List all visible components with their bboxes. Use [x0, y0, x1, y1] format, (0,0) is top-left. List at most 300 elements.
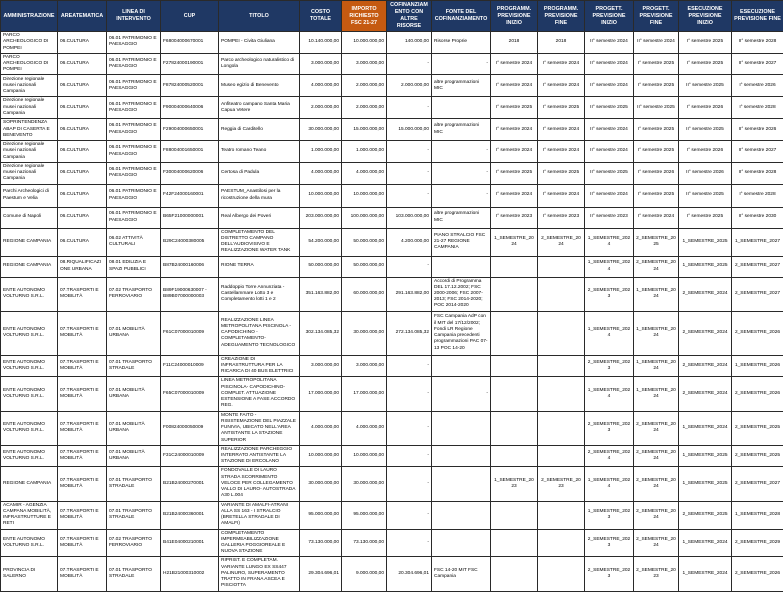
- cell-esecuzione-previsione-inizio: 2_SEMESTRE_2024: [679, 377, 732, 411]
- cell-cup: F42F24000160001: [161, 184, 219, 207]
- cell-programm-previsione-fine: I° semestre 2025: [538, 162, 585, 184]
- cell-titolo: MONTE FAITO - RISISTEMAZIONE DEL PIAZZALE FUNIVIA, UBICATO NELL'AREA ANTISTANTE LA STAZIONE SUPERIOR: [219, 411, 300, 445]
- cell-titolo: Certosa di Padula: [219, 162, 300, 184]
- cell-esecuzione-previsione-inizio: 1_SEMESTRE_2024: [679, 557, 732, 591]
- cell-programm-previsione-fine: [538, 411, 585, 445]
- cell-progett-previsione-inizio: 2_SEMESTRE_2023: [585, 411, 634, 445]
- cell-esecuzione-previsione-inizio: I° semestre 2025: [679, 53, 732, 75]
- cell-esecuzione-previsione-inizio: I° semestre 2025: [679, 207, 732, 228]
- cell-programm-previsione-inizio: [491, 355, 538, 377]
- cell-fonte-del-cofinanziamento: [432, 411, 491, 445]
- cell-cup: B29C24000380005: [161, 228, 219, 256]
- cell-titolo: COMPLETAMENTO IMPERMEABILIZZAZIONE GALLERIA POGGIOREALE E NUOVA STAZIONE: [219, 529, 300, 557]
- cell-amministrazione: ENTE AUTONOMO VOLTURNO S.R.L.: [1, 445, 58, 467]
- cell-cup: F00824000050009: [161, 411, 219, 445]
- cell-importo-richiesto-fsc-21-27: 17.000.000,00: [342, 377, 387, 411]
- table-row: [1, 311, 783, 355]
- cell-progett-previsione-fine: I° semestre 2025: [634, 53, 679, 75]
- cell-amministrazione: REGIONE CAMPANIA: [1, 256, 58, 277]
- cell-cofinanziamento-con-altre-risorse: -: [387, 529, 432, 557]
- cell-cup: F90004000640006: [161, 97, 219, 119]
- cell-esecuzione-previsione-inizio: 1_SEMESTRE_2025: [679, 445, 732, 467]
- col-header-progett-previsione-inizio: PROGETT. PREVISIONE INIZIO: [585, 1, 634, 32]
- cell-costo-totale: 73.130.000,00: [300, 529, 342, 557]
- cell-areatematica: 06.CULTURA: [58, 207, 107, 228]
- cell-importo-richiesto-fsc-21-27: 30.000.000,00: [342, 311, 387, 355]
- cell-titolo: RIPRIST. E COMPLETAM. VARIANTE LUNGO EX SS447 PALINURO, SUPERAMENTO TRATTO IN FRANA ASCEA E PISCIOTTA: [219, 557, 300, 591]
- cell-importo-richiesto-fsc-21-27: 30.000.000,00: [342, 467, 387, 501]
- cell-amministrazione: Direzione regionale musei nazionali Campania: [1, 75, 58, 97]
- col-header-programm-previsione-inizio: PROGRAMM. PREVISIONE INIZIO: [491, 1, 538, 32]
- cell-fonte-del-cofinanziamento: -: [432, 377, 491, 411]
- cell-progett-previsione-fine: 2_SEMESTRE_2023: [634, 557, 679, 591]
- cell-esecuzione-previsione-inizio: II° semestre 2026: [679, 162, 732, 184]
- cell-areatematica: 06.CULTURA: [58, 32, 107, 54]
- cell-costo-totale: 302.134.085,32: [300, 311, 342, 355]
- cell-programm-previsione-inizio: I° semestre 2024: [491, 119, 538, 141]
- cell-esecuzione-previsione-fine: I° semestre 2028: [732, 184, 783, 207]
- cell-progett-previsione-inizio: II° semestre 2024: [585, 184, 634, 207]
- cell-areatematica: 07.TRASPORTI E MOBILITÀ: [58, 355, 107, 377]
- cell-esecuzione-previsione-fine: 2_SEMESTRE_2026: [732, 557, 783, 591]
- cell-programm-previsione-fine: I° semestre 2024: [538, 141, 585, 163]
- cell-costo-totale: 4.000.000,00: [300, 162, 342, 184]
- table-row: [1, 97, 783, 119]
- cell-areatematica: 06.CULTURA: [58, 119, 107, 141]
- cell-cofinanziamento-con-altre-risorse: -: [387, 411, 432, 445]
- cell-amministrazione: ENTE AUTONOMO VOLTURNO S.R.L.: [1, 311, 58, 355]
- cell-importo-richiesto-fsc-21-27: 10.000.000,00: [342, 32, 387, 54]
- cell-fonte-del-cofinanziamento: -: [432, 53, 491, 75]
- cell-cofinanziamento-con-altre-risorse: 15.000.000,00: [387, 119, 432, 141]
- cell-esecuzione-previsione-inizio: 2_SEMESTRE_2024: [679, 355, 732, 377]
- cell-cup: F31C24000010009: [161, 445, 219, 467]
- cell-progett-previsione-inizio: II° semestre 2024: [585, 75, 634, 97]
- cell-cup: B89F19000630007 - B89B07000000003: [161, 277, 219, 311]
- table-row: [1, 445, 783, 467]
- table-row: [1, 557, 783, 591]
- cell-areatematica: 07.TRASPORTI E MOBILITÀ: [58, 411, 107, 445]
- cell-amministrazione: ENTE AUTONOMO VOLTURNO S.R.L.: [1, 355, 58, 377]
- col-header-costo-totale: COSTO TOTALE: [300, 1, 342, 32]
- cell-linea-di-intervento: 07.01 TRASPORTO STRADALE: [107, 557, 161, 591]
- cell-cofinanziamento-con-altre-risorse: 20.304.696,01: [387, 557, 432, 591]
- cell-esecuzione-previsione-inizio: 1_SEMESTRE_2025: [679, 256, 732, 277]
- cell-programm-previsione-fine: I° semestre 2024: [538, 119, 585, 141]
- cell-cofinanziamento-con-altre-risorse: -: [387, 256, 432, 277]
- cell-areatematica: 07.TRASPORTI E MOBILITÀ: [58, 445, 107, 467]
- cell-costo-totale: 203.000.000,00: [300, 207, 342, 228]
- cell-costo-totale: 351.163.882,00: [300, 277, 342, 311]
- cell-programm-previsione-fine: I° semestre 2024: [538, 75, 585, 97]
- cell-esecuzione-previsione-fine: 1_SEMESTRE_2028: [732, 501, 783, 529]
- cell-progett-previsione-fine: 1_SEMESTRE_2024: [634, 311, 679, 355]
- cell-esecuzione-previsione-fine: 1_SEMESTRE_2027: [732, 228, 783, 256]
- cell-areatematica: 07.TRASPORTI E MOBILITÀ: [58, 557, 107, 591]
- cell-titolo: REALIZZAZIONE PARCHEGGIO INTERRATO ANTISTANTE LA STAZIONE DI ERCOLANO: [219, 445, 300, 467]
- cell-progett-previsione-fine: 2_SEMESTRE_2024: [634, 256, 679, 277]
- cell-costo-totale: 30.000.000,00: [300, 119, 342, 141]
- col-header-cup: CUP: [161, 1, 219, 32]
- cell-amministrazione: Direzione regionale musei nazionali Campania: [1, 162, 58, 184]
- cell-programm-previsione-fine: I° semestre 2024: [538, 53, 585, 75]
- cell-programm-previsione-fine: I° semestre 2024: [538, 184, 585, 207]
- cell-programm-previsione-inizio: [491, 256, 538, 277]
- col-header-fonte-del-cofinanziamento: FONTE DEL COFINANZIAMENTO: [432, 1, 491, 32]
- cell-programm-previsione-inizio: [491, 501, 538, 529]
- cell-cofinanziamento-con-altre-risorse: -: [387, 162, 432, 184]
- cell-esecuzione-previsione-fine: II° semestre 2027: [732, 53, 783, 75]
- cell-cofinanziamento-con-altre-risorse: 140.000,00: [387, 32, 432, 54]
- cell-areatematica: 08.RIQUALIFICAZIONE URBANA: [58, 256, 107, 277]
- cell-cofinanziamento-con-altre-risorse: -: [387, 501, 432, 529]
- cell-titolo: PAESTUM_Anastilosi per la ricostruzione della mura: [219, 184, 300, 207]
- cell-programm-previsione-inizio: I° semestre 2024: [491, 184, 538, 207]
- cell-importo-richiesto-fsc-21-27: 2.000.000,00: [342, 97, 387, 119]
- cell-programm-previsione-fine: I° semestre 2025: [538, 97, 585, 119]
- cell-programm-previsione-fine: 2_SEMESTRE_2024: [538, 228, 585, 256]
- cell-linea-di-intervento: 06.01 PATRIMONIO E PAESAGGIO: [107, 75, 161, 97]
- cell-esecuzione-previsione-fine: II° semestre 2028: [732, 162, 783, 184]
- cell-cup: F68004000670001: [161, 32, 219, 54]
- cell-titolo: Museo egizio di Benevento: [219, 75, 300, 97]
- cell-esecuzione-previsione-inizio: I° semestre 2026: [679, 97, 732, 119]
- cell-areatematica: 06.CULTURA: [58, 228, 107, 256]
- cell-programm-previsione-fine: [538, 377, 585, 411]
- cell-titolo: Teatro romano Teano: [219, 141, 300, 163]
- cell-programm-previsione-inizio: I° semestre 2024: [491, 75, 538, 97]
- cell-amministrazione: Comune di Napoli: [1, 207, 58, 228]
- cell-cofinanziamento-con-altre-risorse: 291.163.882,00: [387, 277, 432, 311]
- cell-fonte-del-cofinanziamento: -: [432, 162, 491, 184]
- cell-esecuzione-previsione-fine: II° semestre 2027: [732, 141, 783, 163]
- cell-areatematica: 06.CULTURA: [58, 184, 107, 207]
- cell-progett-previsione-inizio: 2_SEMESTRE_2023: [585, 277, 634, 311]
- cell-programm-previsione-inizio: I° semestre 2025: [491, 97, 538, 119]
- cell-costo-totale: 2.000.000,00: [300, 97, 342, 119]
- cell-progett-previsione-fine: 1_SEMESTRE_2024: [634, 277, 679, 311]
- cell-cofinanziamento-con-altre-risorse: -: [387, 97, 432, 119]
- cell-cup: F30004000620006: [161, 162, 219, 184]
- cell-titolo: Reggia di Carditello: [219, 119, 300, 141]
- cell-linea-di-intervento: 07.01 TRASPORTO STRADALE: [107, 355, 161, 377]
- cell-cup: B21B24000360001: [161, 501, 219, 529]
- cell-cup: F61C07000010009: [161, 311, 219, 355]
- cell-linea-di-intervento: 07.01 MOBILITÀ URBANA: [107, 411, 161, 445]
- cell-fonte-del-cofinanziamento: [432, 529, 491, 557]
- cell-linea-di-intervento: 06.01 PATRIMONIO E PAESAGGIO: [107, 32, 161, 54]
- cell-importo-richiesto-fsc-21-27: 9.000.000,00: [342, 557, 387, 591]
- cell-progett-previsione-fine: I° semestre 2024: [634, 207, 679, 228]
- cell-progett-previsione-fine: 2_SEMESTRE_2024: [634, 529, 679, 557]
- col-header-amministrazione: AMMINISTRAZIONE: [1, 1, 58, 32]
- cell-progett-previsione-inizio: 2_SEMESTRE_2024: [585, 445, 634, 467]
- cell-linea-di-intervento: 07.01 TRASPORTO STRADALE: [107, 467, 161, 501]
- cell-esecuzione-previsione-inizio: 1_SEMESTRE_2025: [679, 228, 732, 256]
- cell-linea-di-intervento: 06.01 PATRIMONIO E PAESAGGIO: [107, 141, 161, 163]
- cell-cup: H21B21000310002: [161, 557, 219, 591]
- cell-linea-di-intervento: 06.02 ATTIVITÀ CULTURALI: [107, 228, 161, 256]
- cell-fonte-del-cofinanziamento: PIANO STRALCIO FSC 21-27 REGIONE CAMPANIA: [432, 228, 491, 256]
- cell-progett-previsione-inizio: II° semestre 2023: [585, 207, 634, 228]
- cell-programm-previsione-inizio: [491, 411, 538, 445]
- cell-linea-di-intervento: 06.01 PATRIMONIO E PAESAGGIO: [107, 119, 161, 141]
- cell-areatematica: 07.TRASPORTI E MOBILITÀ: [58, 529, 107, 557]
- cell-programm-previsione-inizio: [491, 277, 538, 311]
- cell-fonte-del-cofinanziamento: FSC 14-20 MIT FSC Campania: [432, 557, 491, 591]
- cell-fonte-del-cofinanziamento: [432, 501, 491, 529]
- cell-costo-totale: 50.000.000,00: [300, 256, 342, 277]
- cell-esecuzione-previsione-fine: 2_SEMESTRE_2025: [732, 411, 783, 445]
- cell-amministrazione: ACAMIR - AGENZIA CAMPANA MOBILITÀ, INFRASTRUTTURE E RETI: [1, 501, 58, 529]
- cell-importo-richiesto-fsc-21-27: 10.000.000,00: [342, 184, 387, 207]
- table-row: [1, 32, 783, 54]
- cell-esecuzione-previsione-inizio: 2_SEMESTRE_2024: [679, 311, 732, 355]
- cell-progett-previsione-inizio: 1_SEMESTRE_2024: [585, 377, 634, 411]
- cell-esecuzione-previsione-fine: II° semestre 2028: [732, 32, 783, 54]
- cell-titolo: COMPLETAMENTO DEL DISTRETTO CAMPANO DELL'AUDIOVISIVO E REALIZZAZIONE WATER TANK: [219, 228, 300, 256]
- cell-progett-previsione-inizio: II° semestre 2025: [585, 97, 634, 119]
- cell-progett-previsione-inizio: 2_SEMESTRE_2023: [585, 529, 634, 557]
- cell-cofinanziamento-con-altre-risorse: 4.200.000,00: [387, 228, 432, 256]
- cell-areatematica: 06.CULTURA: [58, 141, 107, 163]
- cell-areatematica: 06.CULTURA: [58, 97, 107, 119]
- cell-amministrazione: PARCO ARCHEOLOGICO DI POMPEI: [1, 53, 58, 75]
- cell-programm-previsione-inizio: [491, 445, 538, 467]
- cell-linea-di-intervento: 06.01 PATRIMONIO E PAESAGGIO: [107, 207, 161, 228]
- col-header-cofinanziamento-con-altre-risorse: COFINANZIAMENTO CON ALTRE RISORSE: [387, 1, 432, 32]
- table-body: [1, 32, 783, 592]
- cell-importo-richiesto-fsc-21-27: 50.000.000,00: [342, 228, 387, 256]
- cell-progett-previsione-fine: II° semestre 2025: [634, 97, 679, 119]
- cell-progett-previsione-fine: 2_SEMESTRE_2024: [634, 411, 679, 445]
- cell-esecuzione-previsione-fine: 2_SEMESTRE_2026: [732, 377, 783, 411]
- cell-linea-di-intervento: 07.01 TRASPORTO STRADALE: [107, 501, 161, 529]
- cell-cofinanziamento-con-altre-risorse: -: [387, 377, 432, 411]
- cell-progett-previsione-fine: 2_SEMESTRE_2024: [634, 467, 679, 501]
- cell-costo-totale: 17.000.000,00: [300, 377, 342, 411]
- cell-cofinanziamento-con-altre-risorse: 2.000.000,00: [387, 75, 432, 97]
- cell-programm-previsione-inizio: 1_SEMESTRE_2024: [491, 228, 538, 256]
- cell-linea-di-intervento: 07.01 MOBILITÀ URBANA: [107, 377, 161, 411]
- cell-esecuzione-previsione-inizio: 2_SEMESTRE_2024: [679, 277, 732, 311]
- cell-areatematica: 07.TRASPORTI E MOBILITÀ: [58, 501, 107, 529]
- cell-cofinanziamento-con-altre-risorse: -: [387, 355, 432, 377]
- table-row: [1, 256, 783, 277]
- cell-esecuzione-previsione-fine: 2_SEMESTRE_2029: [732, 529, 783, 557]
- cell-titolo: Parco archeologico naturalistico di Longola: [219, 53, 300, 75]
- cell-programm-previsione-fine: 2_SEMESTRE_2023: [538, 467, 585, 501]
- cell-titolo: FONDOVALLE DI LAURO STRADA SCORRIMENTO VELOCE PER COLLEGAMENTO VALLO DI LAURO- AUTOSTRADA A30 L.004: [219, 467, 300, 501]
- cell-importo-richiesto-fsc-21-27: 2.000.000,00: [342, 75, 387, 97]
- cell-costo-totale: 3.000.000,00: [300, 53, 342, 75]
- cell-cofinanziamento-con-altre-risorse: -: [387, 445, 432, 467]
- col-header-programm-previsione-fine: PROGRAMM. PREVISIONE FINE: [538, 1, 585, 32]
- cell-programm-previsione-inizio: [491, 377, 538, 411]
- table-row: [1, 277, 783, 311]
- cell-programm-previsione-fine: [538, 445, 585, 467]
- table-row: [1, 355, 783, 377]
- cell-cup: B65F21000000001: [161, 207, 219, 228]
- cell-cofinanziamento-con-altre-risorse: -: [387, 141, 432, 163]
- table-header: [1, 1, 783, 32]
- cell-fonte-del-cofinanziamento: altre programmazioni MIC: [432, 207, 491, 228]
- cell-amministrazione: ENTE AUTONOMO VOLTURNO S.R.L.: [1, 411, 58, 445]
- cell-progett-previsione-fine: 2_SEMESTRE_2024: [634, 501, 679, 529]
- table-row: [1, 75, 783, 97]
- cell-linea-di-intervento: 06.01 PATRIMONIO E PAESAGGIO: [107, 97, 161, 119]
- cell-progett-previsione-inizio: 1_SEMESTRE_2024: [585, 467, 634, 501]
- table-row: [1, 411, 783, 445]
- cell-cup: F11C24000010009: [161, 355, 219, 377]
- cell-amministrazione: REGIONE CAMPANIA: [1, 467, 58, 501]
- cell-importo-richiesto-fsc-21-27: 10.000.000,00: [342, 445, 387, 467]
- cell-esecuzione-previsione-inizio: 1_SEMESTRE_2025: [679, 467, 732, 501]
- cell-cofinanziamento-con-altre-risorse: 103.000.000,00: [387, 207, 432, 228]
- cell-titolo: LINEA METROPOLITANA PISCINOLA- CAPODICHINO- COMPLET. ATTUAZIONE ESTENSIONE A FASE ACCORDO REG.: [219, 377, 300, 411]
- table-row: [1, 53, 783, 75]
- cell-progett-previsione-inizio: 1_SEMESTRE_2024: [585, 228, 634, 256]
- cell-cup: F65C07000010009: [161, 377, 219, 411]
- cell-programm-previsione-fine: [538, 311, 585, 355]
- cell-esecuzione-previsione-fine: 2_SEMESTRE_2027: [732, 256, 783, 277]
- cell-esecuzione-previsione-inizio: I° semestre 2026: [679, 141, 732, 163]
- cell-amministrazione: ENTE AUTONOMO VOLTURNO S.R.L.: [1, 377, 58, 411]
- cell-costo-totale: 10.140.000,00: [300, 32, 342, 54]
- table-row: [1, 467, 783, 501]
- cell-costo-totale: 95.000.000,00: [300, 501, 342, 529]
- table-row: [1, 207, 783, 228]
- cell-cup: B87B24000160006: [161, 256, 219, 277]
- cell-fonte-del-cofinanziamento: altre programmazioni MIC: [432, 119, 491, 141]
- cell-progett-previsione-fine: 1_SEMESTRE_2024: [634, 355, 679, 377]
- cell-amministrazione: Direzione regionale musei nazionali Campania: [1, 97, 58, 119]
- cell-progett-previsione-inizio: II° semestre 2024: [585, 141, 634, 163]
- cell-amministrazione: Parchi Archeologici di Paestum e Velia: [1, 184, 58, 207]
- cell-costo-totale: 4.000.000,00: [300, 411, 342, 445]
- cell-programm-previsione-inizio: [491, 557, 538, 591]
- cell-fonte-del-cofinanziamento: [432, 355, 491, 377]
- cell-areatematica: 06.CULTURA: [58, 162, 107, 184]
- cell-programm-previsione-inizio: I° semestre 2023: [491, 207, 538, 228]
- cell-progett-previsione-inizio: 1_SEMESTRE_2024: [585, 311, 634, 355]
- cell-progett-previsione-fine: I° semestre 2026: [634, 162, 679, 184]
- cell-esecuzione-previsione-fine: II° semestre 2030: [732, 207, 783, 228]
- cell-importo-richiesto-fsc-21-27: 1.000.000,00: [342, 141, 387, 163]
- col-header-areatematica: AREATEMATICA: [58, 1, 107, 32]
- cell-fonte-del-cofinanziamento: altre programmazioni MIC: [432, 75, 491, 97]
- cell-linea-di-intervento: 07.02 TRASPORTO FERROVIARIO: [107, 277, 161, 311]
- cell-programm-previsione-fine: 2018: [538, 32, 585, 54]
- cell-areatematica: 07.TRASPORTI E MOBILITÀ: [58, 467, 107, 501]
- cell-costo-totale: 4.000.000,00: [300, 75, 342, 97]
- cell-progett-previsione-inizio: II° semestre 2024: [585, 32, 634, 54]
- cell-fonte-del-cofinanziamento: [432, 445, 491, 467]
- cell-programm-previsione-inizio: 1_SEMESTRE_2023: [491, 467, 538, 501]
- cell-cofinanziamento-con-altre-risorse: 272.134.085,32: [387, 311, 432, 355]
- col-header-esecuzione-previsione-fine: ESECUZIONE PREVISIONE FINE: [732, 1, 783, 32]
- cell-costo-totale: 10.000.000,00: [300, 184, 342, 207]
- cell-linea-di-intervento: 06.01 PATRIMONIO E PAESAGGIO: [107, 162, 161, 184]
- cell-esecuzione-previsione-fine: 2_SEMESTRE_2025: [732, 445, 783, 467]
- cell-progett-previsione-inizio: 2_SEMESTRE_2023: [585, 355, 634, 377]
- cell-progett-previsione-fine: I° semestre 2025: [634, 141, 679, 163]
- cell-amministrazione: REGIONE CAMPANIA: [1, 228, 58, 256]
- cell-amministrazione: PROVINCIA DI SALERNO: [1, 557, 58, 591]
- cell-cup: F87824000520001: [161, 75, 219, 97]
- cell-programm-previsione-fine: [538, 501, 585, 529]
- table-row: [1, 162, 783, 184]
- cell-areatematica: 06.CULTURA: [58, 53, 107, 75]
- cell-cup: F27824000190001: [161, 53, 219, 75]
- cell-importo-richiesto-fsc-21-27: 4.000.000,00: [342, 411, 387, 445]
- cell-costo-totale: 3.000.000,00: [300, 355, 342, 377]
- cell-linea-di-intervento: 07.01 MOBILITÀ URBANA: [107, 311, 161, 355]
- cell-areatematica: 07.TRASPORTI E MOBILITÀ: [58, 377, 107, 411]
- cell-linea-di-intervento: 06.01 PATRIMONIO E PAESAGGIO: [107, 184, 161, 207]
- cell-programm-previsione-inizio: [491, 311, 538, 355]
- cell-programm-previsione-fine: [538, 277, 585, 311]
- cell-programm-previsione-fine: [538, 557, 585, 591]
- cell-titolo: Anfiteatro campano Santa Maria Capua Vetere: [219, 97, 300, 119]
- cell-fonte-del-cofinanziamento: [432, 97, 491, 119]
- cell-areatematica: 07.TRASPORTI E MOBILITÀ: [58, 311, 107, 355]
- cell-importo-richiesto-fsc-21-27: 60.000.000,00: [342, 277, 387, 311]
- cell-cup: F29004000650001: [161, 119, 219, 141]
- cell-programm-previsione-inizio: I° semestre 2025: [491, 162, 538, 184]
- cell-titolo: RIONE TERRA: [219, 256, 300, 277]
- cell-esecuzione-previsione-fine: 2_SEMESTRE_2027: [732, 277, 783, 311]
- cell-titolo: CREAZIONE DI INFRASTRUTTURA PER LA RICARICA DI 40 BUS ELETTRICI: [219, 355, 300, 377]
- cell-progett-previsione-inizio: 1_SEMESTRE_2023: [585, 501, 634, 529]
- cell-cofinanziamento-con-altre-risorse: -: [387, 53, 432, 75]
- cell-fonte-del-cofinanziamento: -: [432, 184, 491, 207]
- col-header-linea-di-intervento: LINEA DI INTERVENTO: [107, 1, 161, 32]
- cell-amministrazione: Direzione regionale musei nazionali Campania: [1, 141, 58, 163]
- cell-linea-di-intervento: 07.01 MOBILITÀ URBANA: [107, 445, 161, 467]
- cell-costo-totale: 30.000.000,00: [300, 467, 342, 501]
- table-row: [1, 501, 783, 529]
- cell-areatematica: 07.TRASPORTI E MOBILITÀ: [58, 277, 107, 311]
- cell-progett-previsione-fine: 2_SEMESTRE_2025: [634, 228, 679, 256]
- cell-progett-previsione-inizio: 1_SEMESTRE_2024: [585, 256, 634, 277]
- col-header-progett-previsione-fine: PROGETT. PREVISIONE FINE: [634, 1, 679, 32]
- cell-programm-previsione-inizio: 2018: [491, 32, 538, 54]
- cell-esecuzione-previsione-fine: 1_SEMESTRE_2026: [732, 355, 783, 377]
- cell-amministrazione: ENTE AUTONOMO VOLTURNO S.R.L.: [1, 529, 58, 557]
- cell-importo-richiesto-fsc-21-27: 4.000.000,00: [342, 162, 387, 184]
- cell-titolo: VARIANTE DI AMALFI-ATRANI ALLA SS 163 - I STRALCIO (BRETELLA STRADALE DI AMALFI): [219, 501, 300, 529]
- cell-progett-previsione-fine: I° semestre 2025: [634, 75, 679, 97]
- cell-programm-previsione-inizio: I° semestre 2024: [491, 53, 538, 75]
- cell-amministrazione: SOPRINTENDENZA ABAP DI CASERTA E BENEVENTO: [1, 119, 58, 141]
- cell-importo-richiesto-fsc-21-27: 3.000.000,00: [342, 355, 387, 377]
- cell-importo-richiesto-fsc-21-27: 73.130.000,00: [342, 529, 387, 557]
- table-row: [1, 228, 783, 256]
- cell-programm-previsione-fine: [538, 256, 585, 277]
- cell-esecuzione-previsione-inizio: 1_SEMESTRE_2024: [679, 529, 732, 557]
- cell-importo-richiesto-fsc-21-27: 100.000.000,00: [342, 207, 387, 228]
- cell-costo-totale: 1.000.000,00: [300, 141, 342, 163]
- cell-importo-richiesto-fsc-21-27: 95.000.000,00: [342, 501, 387, 529]
- cell-programm-previsione-fine: [538, 355, 585, 377]
- cell-esecuzione-previsione-inizio: II° semestre 2025: [679, 119, 732, 141]
- cell-fonte-del-cofinanziamento: -: [432, 141, 491, 163]
- cell-costo-totale: 29.304.696,01: [300, 557, 342, 591]
- col-header-importo-richiesto-fsc-21-27: IMPORTO RICHIESTO FSC 21-27: [342, 1, 387, 32]
- cell-esecuzione-previsione-fine: 2_SEMESTRE_2026: [732, 311, 783, 355]
- cell-progett-previsione-inizio: 2_SEMESTRE_2023: [585, 557, 634, 591]
